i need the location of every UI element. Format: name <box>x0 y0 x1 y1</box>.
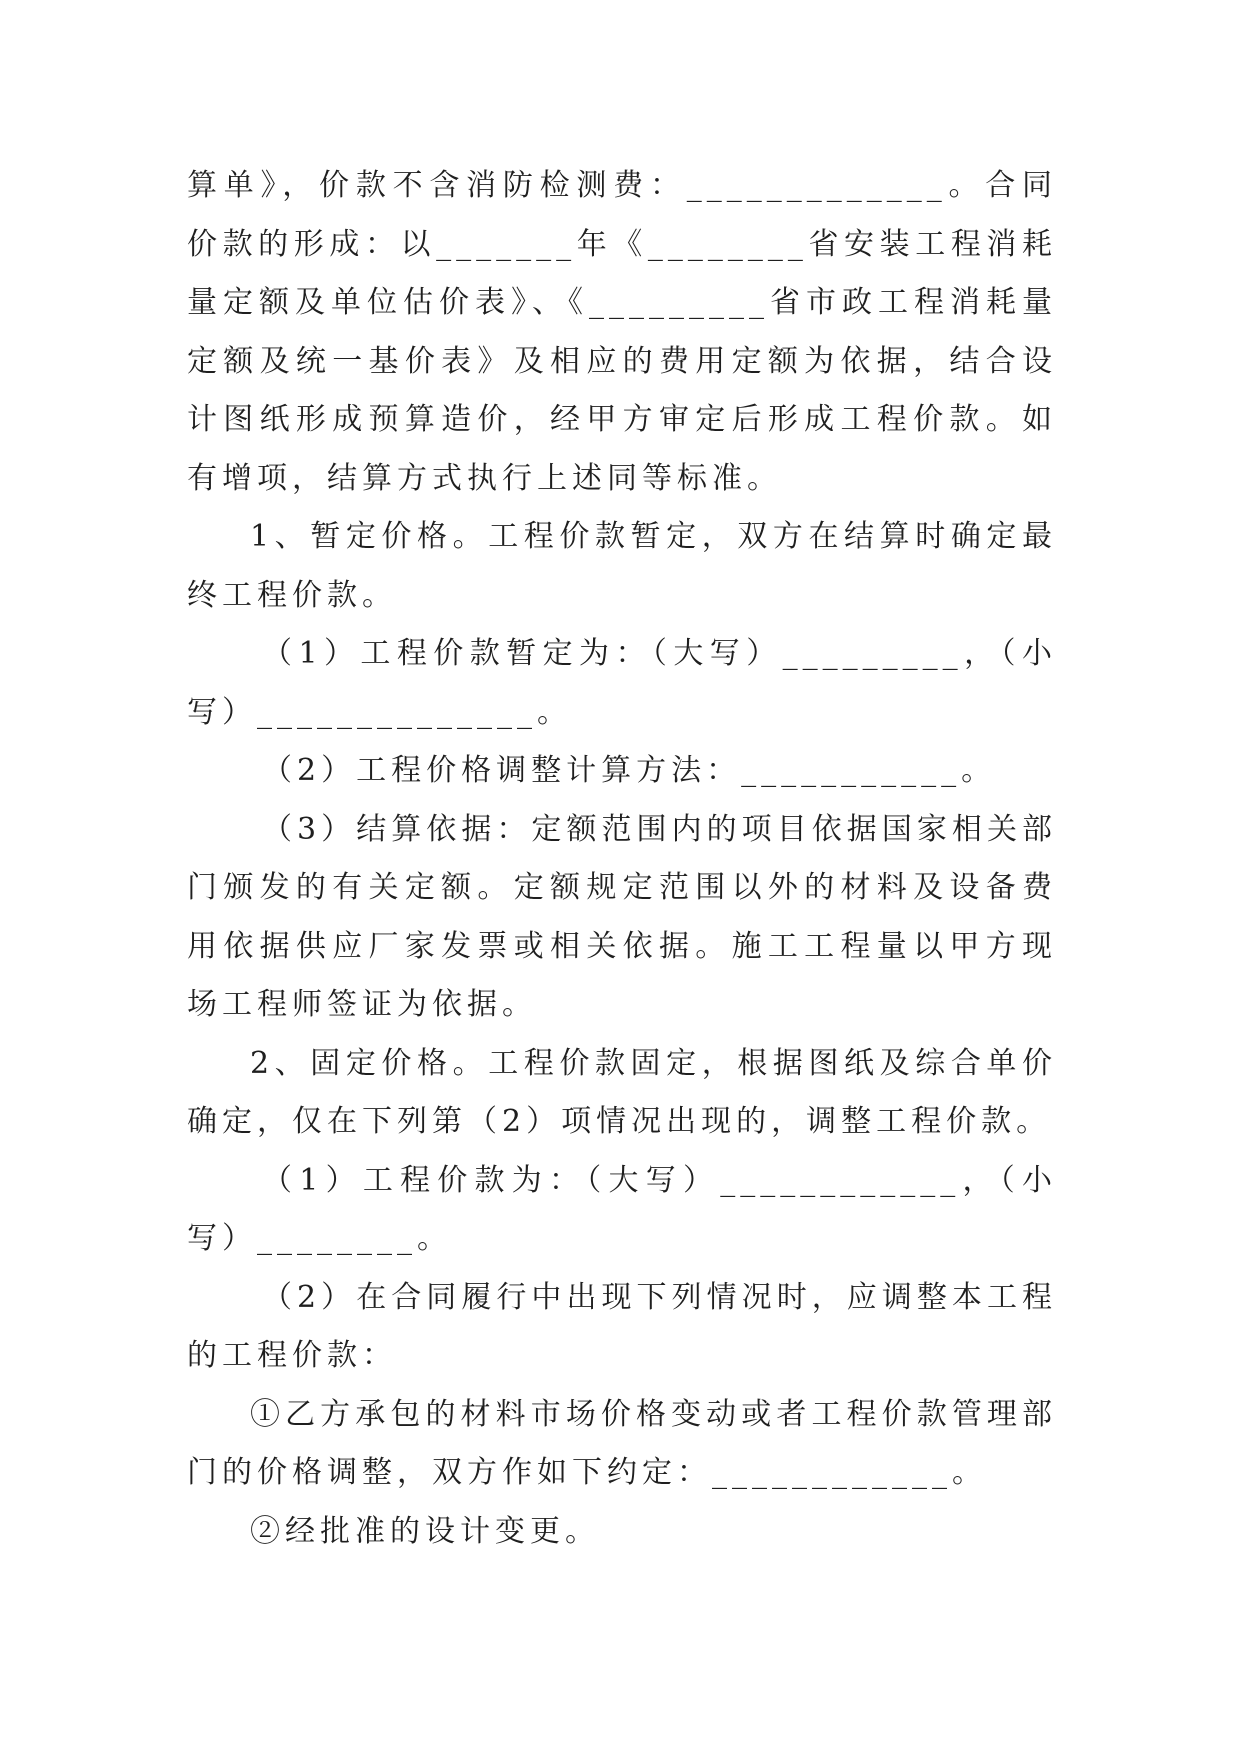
paragraph-fixed-amount: （1）工程价款为：（大写）____________，（小写）________。 <box>187 1162 1057 1256</box>
document-body <box>187 157 1057 1561</box>
paragraph-condition-design-change: ②经批准的设计变更。 <box>250 1513 600 1549</box>
paragraph-contract-price-basis: 算单》，价款不含消防检测费：_____________。合同价款的形成：以_______年《________省安装工程消耗量定额及单位估价表》、《_________省市政工程消耗量定额及统一基价表》及相应的费用定额为依据，结合设计图纸形成预算造价，经甲方审定后形成工程价款。如有增项，结算方式执行上述同等标准。 <box>187 168 1057 496</box>
paragraph-fixed-price: 2、固定价格。工程价款固定，根据图纸及综合单价确定，仅在下列第（2）项情况出现的，调整工程价款。 <box>187 1045 1057 1139</box>
paragraph-provisional-price: 1、暂定价格。工程价款暂定，双方在结算时确定最终工程价款。 <box>187 519 1057 613</box>
paragraph-provisional-amount: （1）工程价款暂定为：（大写）_________，（小写）______________。 <box>187 636 1057 730</box>
paragraph-settlement-basis: （3）结算依据：定额范围内的项目依据国家相关部门颁发的有关定额。定额规定范围以外的材料及设备费用依据供应厂家发票或相关依据。施工工程量以甲方现场工程师签证为依据。 <box>187 811 1057 1022</box>
paragraph-price-adjustment-method: （2）工程价格调整计算方法：___________。 <box>262 753 997 788</box>
paragraph-adjustment-conditions: （2）在合同履行中出现下列情况时，应调整本工程的工程价款： <box>187 1279 1057 1373</box>
paragraph-condition-material-price: ①乙方承包的材料市场价格变动或者工程价款管理部门的价格调整，双方作如下约定：____________。 <box>187 1396 1057 1490</box>
